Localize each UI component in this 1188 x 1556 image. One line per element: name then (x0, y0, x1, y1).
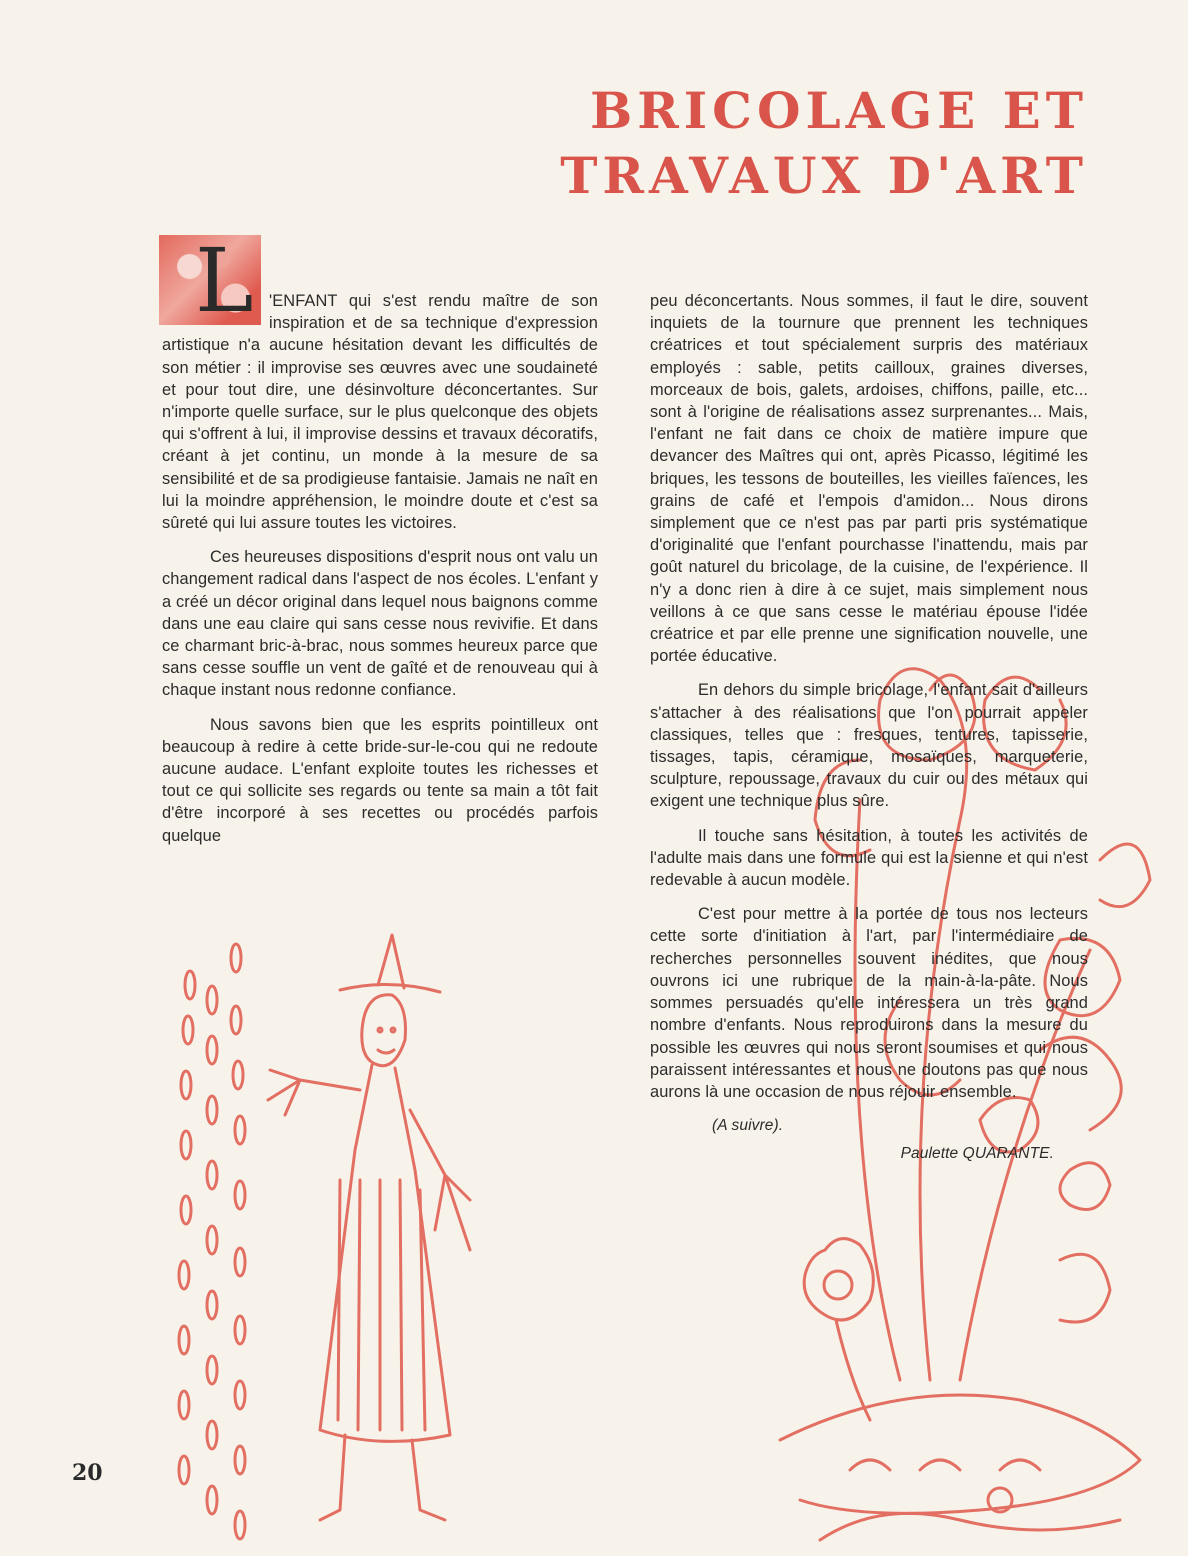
to-be-continued: (A suivre). (712, 1117, 784, 1135)
text-column-right (650, 290, 1088, 1166)
paragraph-4: peu déconcertants. Nous sommes, il faut le dire, souvent inquiets de la tournure que prennent les techniques créatrices et tout spécialement surpris des matériaux employés : sable, petits cailloux, graines diverses, morceaux de bois, galets, ardoises, chiffons, paille, etc... sont à l'origine de réalisations assez surprenantes... Mais, l'enfant ne fait dans ce choix de matière impure que devancer des Maîtres qui ont, après Picasso, légitimé les briques, les tessons de bouteilles, les vieilles faïences, les grains de café et l'empois d'amidon... Nous dirons simplement que ce n'est pas par parti pris systématique d'originalité que l'enfant pourchasse l'inattendu, mais par goût naturel du bricolage, de la cuisine, de l'expérience. Il n'y a donc rien à dire à ce sujet, mais simplement nous veillons à ce que sans cesse le matériau épouse l'idée créatrice et par elle prenne une signification nouvelle, une portée éducative. (650, 292, 1088, 666)
witch-figure-drawing (268, 935, 470, 1520)
page-number: 20 (72, 1460, 103, 1486)
drop-cap (159, 229, 261, 332)
author-signature: Paulette QUARANTE. (900, 1145, 1054, 1163)
article-title (560, 78, 1088, 208)
title-line-2: TRAVAUX D'ART (560, 146, 1088, 205)
paragraph-1: 'ENFANT qui s'est rendu maître de son inspiration et de sa technique d'expression artistique n'a aucune hésitation devant les difficultés de son métier : il improvise ses œuvres avec une soudaineté et pour tout dire, une désinvolture déconcertantes. Sur n'importe quelle surface, sur le plus quelconque des objets qui s'offrent à lui, il improvise dessins et travaux décoratifs, créant à jet continu, un monde à la mesure de sa sensibilité et de sa prodigieuse fantaisie. Jamais ne naît en lui la moindre appréhension, le moindre doute et c'est sa sûreté qui lui assure toutes les victoires. (162, 292, 598, 533)
paragraph-3: Nous savons bien que les esprits pointilleux ont beaucoup à redire à cette bride-sur-le-cou qui ne redoute aucune audace. L'enfant exploite toutes les richesses et tout ce qui sollicite ses regards ou tente sa main a tôt fait d'être incorporé à ses recettes ou procédés parfois quelque (162, 715, 598, 845)
title-line-1: BRICOLAGE ET (589, 81, 1088, 140)
paragraph-7: C'est pour mettre à la portée de tous nos lecteurs cette sorte d'initiation à l'art, par l'intermédiaire de recherches personnelles souvent inédites, que nous ouvrons ici une rubrique de la main-à-la-pâte. Nous sommes persuadés qu'elle intéressera un très grand nombre d'enfants. Nous reproduirons dans la mesure du possible les œuvres qui nous seront soumises et qui nous paraissent intéressantes et nous ne doutons pas que nous aurons là une occasion de nous réjouir ensemble. (650, 905, 1088, 1101)
paragraph-5: En dehors du simple bricolage, l'enfant sait d'ailleurs s'attacher à des réalisations que l'on pourrait appeler classiques, telles que : fresques, tentures, tapisserie, tissages, tapis, céramique, mosaïques, marqueterie, sculpture, repoussage, travaux du cuir ou des métaux qui exigent une technique plus sûre. (650, 681, 1088, 811)
paragraph-2: Ces heureuses dispositions d'esprit nous ont valu un changement radical dans l'aspect de nos écoles. L'enfant y a créé un décor original dans lequel nous baignons comme dans une eau claire qui sans cesse nous revivifie. Et dans ce charmant bric-à-brac, nous sommes heureux parce que sans cesse souffle un vent de gaîté et de renouveau qui à chaque instant nous redonne confiance. (162, 548, 598, 700)
drop-cap-letter: L (195, 229, 254, 332)
paragraph-6: Il touche sans hésitation, à toutes les activités de l'adulte mais dans une formule qui est la sienne et qui n'est redevable à aucun modèle. (650, 826, 1088, 890)
rain-drops-drawing (179, 944, 245, 1539)
text-column-left (162, 229, 598, 859)
